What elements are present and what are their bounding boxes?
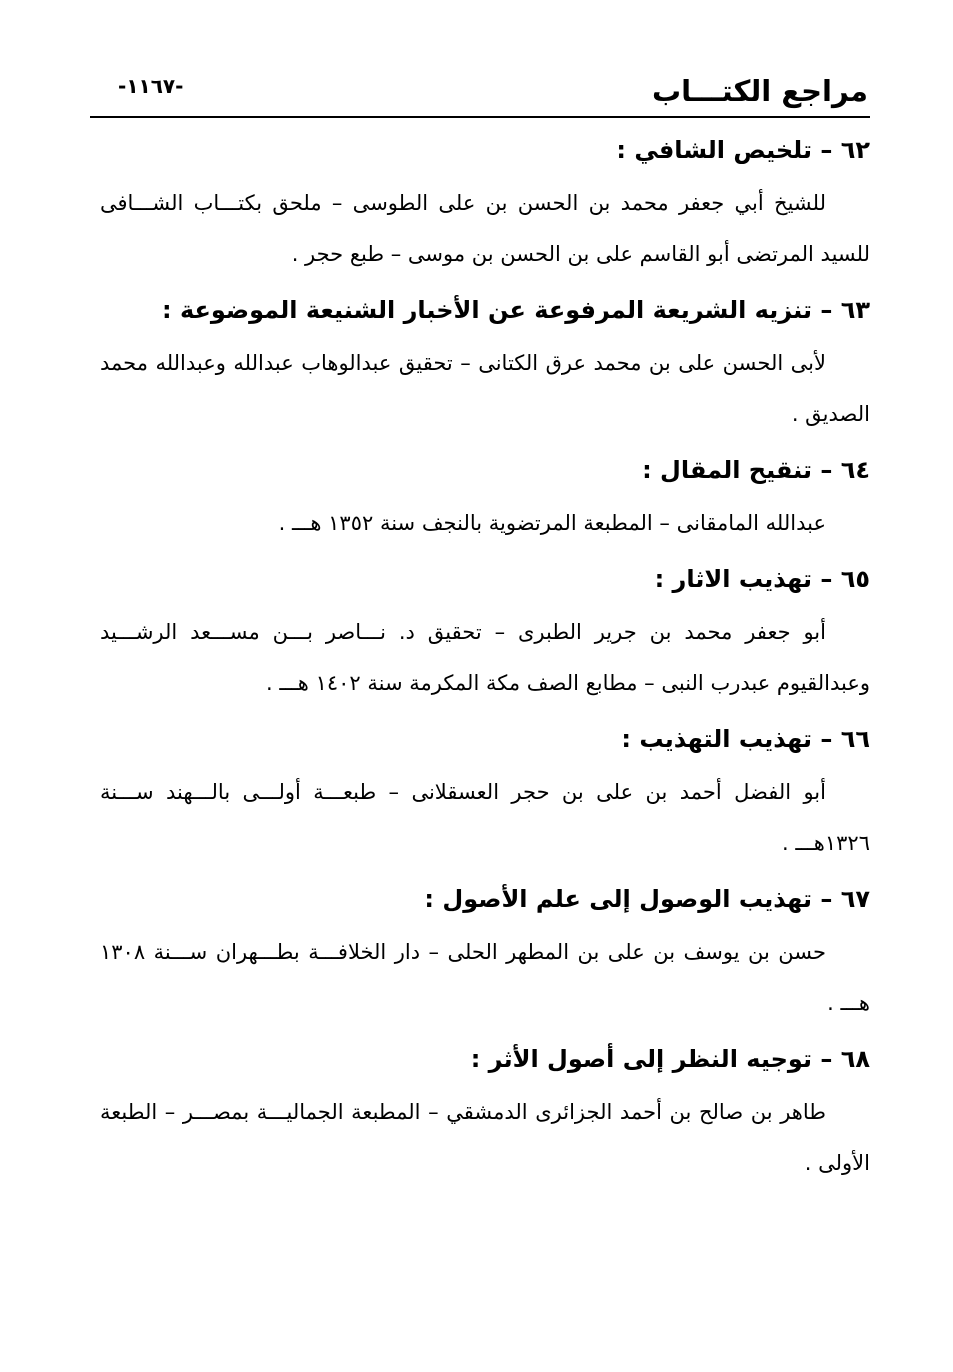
reference-entry xyxy=(100,875,870,1029)
entry-body: حسن بن يوسف بن على بن المطهر الحلى – دار الخلافـــة بطـــهران ســـنة ١٣٠٨ هـــ . xyxy=(100,940,870,1015)
entry-number: ٦٢ xyxy=(840,136,870,164)
entry-body: لأبى الحسن على بن محمد عرق الكتانى – تحقيق عبدالوهاب عبدالله وعبدالله محمد الصديق . xyxy=(100,351,870,426)
reference-entry xyxy=(100,1035,870,1189)
entry-title: تنقيح المقال : xyxy=(642,456,812,484)
entry-heading: ٦٣ – تنزيه الشريعة المرفوعة عن الأخبار الشنيعة الموضوعة : xyxy=(161,296,870,324)
reference-list xyxy=(100,126,870,1195)
entry-number: ٦٨ xyxy=(840,1045,870,1073)
entry-heading: ٦٢ – تلخيص الشافي : xyxy=(616,136,870,164)
entry-heading: ٦٤ – تنقيح المقال : xyxy=(642,456,870,484)
entry-number: ٦٧ xyxy=(840,885,870,913)
reference-entry xyxy=(100,126,870,280)
entry-title: تهذيب التهذيب : xyxy=(621,725,812,753)
entry-title: تنزيه الشريعة المرفوعة عن الأخبار الشنيعة الموضوعة : xyxy=(161,296,812,324)
running-title: مراجع الكتـــاب xyxy=(651,74,868,108)
entry-body: أبو جعفر محمد بن جرير الطبرى – تحقيق د. نـــاصر بـــن مســـعد الرشـــيد وعبدالقيوم عبدرب النبى – مطابع الصف مكة المكرمة سنة ١٤٠٢ هـــ . xyxy=(100,620,870,695)
entry-title: تهذيب الوصول إلى علم الأصول : xyxy=(424,885,812,913)
entry-heading: ٦٥ – تهذيب الاثار : xyxy=(654,565,870,593)
entry-heading: ٦٦ – تهذيب التهذيب : xyxy=(621,725,870,753)
entry-body: عبدالله المامقانى – المطبعة المرتضوية بالنجف سنة ١٣٥٢ هـــ . xyxy=(278,511,826,535)
entry-title: توجيه النظر إلى أصول الأثر : xyxy=(470,1045,812,1073)
entry-title: تهذيب الاثار : xyxy=(654,565,812,593)
reference-entry xyxy=(100,555,870,709)
entry-heading: ٦٧ – تهذيب الوصول إلى علم الأصول : xyxy=(424,885,870,913)
entry-number: ٦٣ xyxy=(840,296,870,324)
page-header xyxy=(90,64,870,118)
page-number: -١١٦٧- xyxy=(118,74,184,98)
entry-body: للشيخ أبي جعفر محمد بن الحسن بن على الطوسى – ملحق بكتـــاب الشـــافى للسيد المرتضى أبو القاسم على بن الحسن بن موسى – طبع حجر . xyxy=(100,191,870,266)
entry-body: أبو الفضل أحمد بن على بن حجر العسقلانى – طبعـــة أولـــى بالـــهند ســـنة ١٣٢٦هـــ . xyxy=(100,780,870,855)
reference-entry xyxy=(100,715,870,869)
entry-body: طاهر بن صالح بن أحمد الجزائرى الدمشقي – المطبعة الجماليـــة بمصـــر – الطبعة الأولى . xyxy=(100,1100,870,1175)
reference-entry xyxy=(100,286,870,440)
entry-number: ٦٥ xyxy=(840,565,870,593)
reference-entry xyxy=(100,446,870,549)
entry-number: ٦٦ xyxy=(840,725,870,753)
entry-title: تلخيص الشافي : xyxy=(616,136,812,164)
entry-number: ٦٤ xyxy=(840,456,870,484)
entry-heading: ٦٨ – توجيه النظر إلى أصول الأثر : xyxy=(470,1045,870,1073)
